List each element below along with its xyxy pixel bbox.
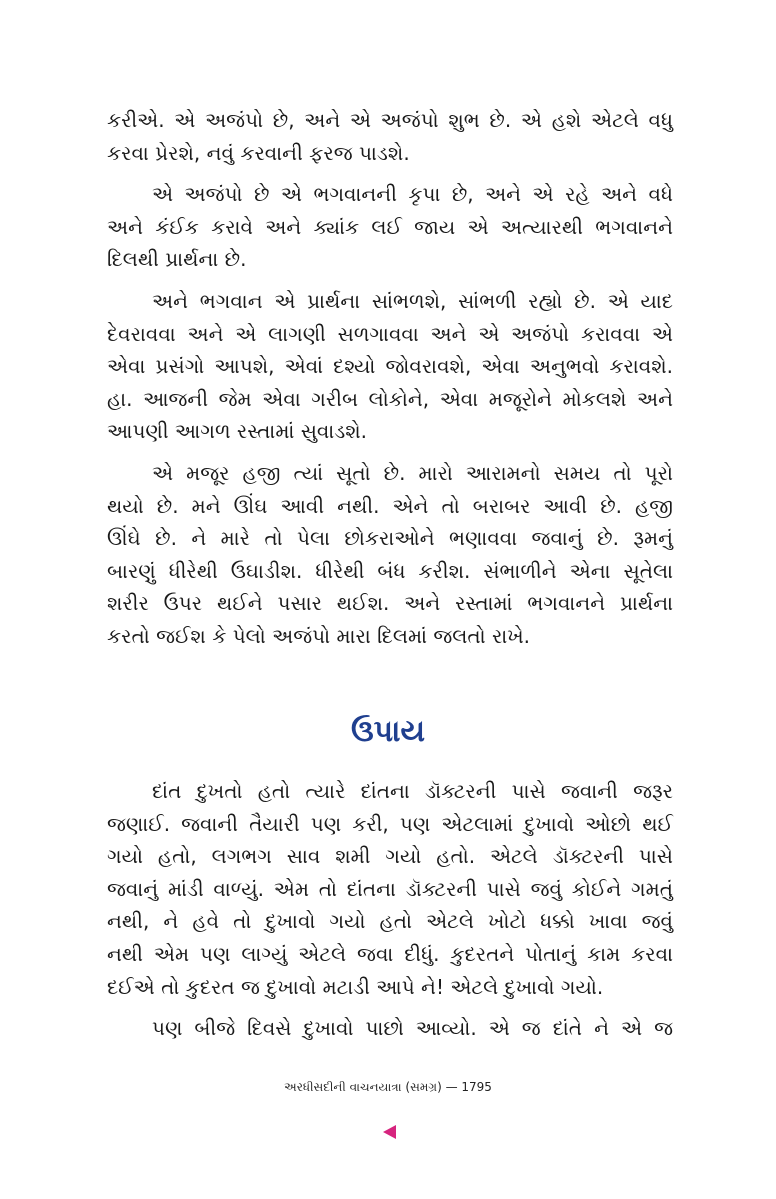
paragraph: [107, 104, 673, 169]
text-line: આપણી આગળ રસ્તામાં સુવાડશે.: [107, 419, 368, 444]
text-line: થયો છે. મને ઊંઘ આવી નથી. એને તો બરાબર આવી છે. હજી: [107, 493, 673, 518]
text-line: શરીર ઉપર થઈને પસાર થઈશ. અને રસ્તામાં ભગવાનને પ્રાર્થના: [107, 591, 673, 616]
text-line: પણ બીજે દિવસે દુખાવો પાછો આવ્યો. એ જ દાંતે ને એ જ: [152, 1016, 673, 1041]
paragraph: [107, 457, 673, 653]
text-line: દાંત દુખતો હતો ત્યારે દાંતના ડૉક્ટરની પાસે જવાની જરૂર: [152, 779, 673, 803]
text-line: દિલથી પ્રાર્થના છે.: [107, 247, 247, 272]
text-line: એ મજૂર હજી ત્યાં સૂતો છે. મારો આરામનો સમય તો પૂરો: [152, 460, 673, 485]
text-line: અને ભગવાન એ પ્રાર્થના સાંભળશે, સાંભળી રહ્યો છે. એ યાદ: [152, 288, 673, 313]
section-heading: ઉપાય: [350, 714, 426, 749]
text-line: જણાઈ. જવાની તૈયારી પણ કરી, પણ એટલામાં દુખાવો ઓછો થઈ: [107, 811, 673, 836]
text-line: ગયો હતો, લગભગ સાવ શમી ગયો હતો. એટલે ડૉક્ટરની પાસે: [107, 844, 673, 869]
text-line: નથી, ને હવે તો દુખાવો ગયો હતો એટલે ખોટો ધક્કો ખાવા જવું: [107, 909, 673, 934]
text-line: દેવરાવવા અને એ લાગણી સળગાવવા અને એ અજંપો કરાવવા એ: [107, 321, 673, 346]
page-footer: [0, 1080, 776, 1095]
paragraph: [107, 775, 673, 1003]
book-title: અરધીસદીની વાચનયાત્રા (સમગ્ર): [284, 1080, 442, 1094]
paragraph: [107, 1012, 673, 1045]
text-line: અને કંઈક કરાવે અને ક્યાંક લઈ જાય એ અત્યારથી ભગવાનને: [107, 214, 673, 239]
previous-page-arrow-icon[interactable]: [383, 1125, 396, 1139]
footer-separator: —: [445, 1080, 458, 1094]
text-line: બારણું ધીરેથી ઉઘાડીશ. ધીરેથી બંધ કરીશ. સંભાળીને એના સૂતેલા: [107, 558, 673, 583]
text-line: દઈએ તો કુદરત જ દુખાવો મટાડી આપે ને! એટલે દુખાવો ગયો.: [107, 974, 604, 999]
text-line: ઊંઘે છે. ને મારે તો પેલા છોકરાઓને ભણાવવા જવાનું છે. રૂમનું: [107, 526, 673, 551]
paragraph: [107, 178, 673, 276]
page-number: 1795: [461, 1080, 492, 1094]
section-1: [107, 104, 673, 662]
text-line: જવાનું માંડી વાળ્યું. એમ તો દાંતના ડૉક્ટરની પાસે જવું કોઈને ગમતું: [107, 876, 673, 901]
text-line: એવા પ્રસંગો આપશે, એવાં દશ્યો જોવરાવશે, એવા અનુભવો કરાવશે.: [107, 354, 673, 379]
text-line: એ અજંપો છે એ ભગવાનની કૃપા છે, અને એ રહે અને વધે: [152, 182, 673, 207]
paragraph: [107, 285, 673, 448]
section-2: [107, 775, 673, 1054]
text-line: કરવા પ્રેરશે, નવું કરવાની ફરજ પાડશે.: [107, 140, 410, 165]
text-line: કરતો જઈશ કે પેલો અજંપો મારા દિલમાં જલતો રાખે.: [107, 623, 531, 648]
text-line: કરીએ. એ અજંપો છે, અને એ અજંપો શુભ છે. એ હશે એટલે વધુ: [107, 108, 673, 132]
text-line: હા. આજની જેમ એવા ગરીબ લોકોને, એવા મજૂરોને મોકલશે અને: [107, 386, 673, 411]
text-line: નથી એમ પણ લાગ્યું એટલે જવા દીધું. કુદરતને પોતાનું કામ કરવા: [107, 941, 673, 966]
